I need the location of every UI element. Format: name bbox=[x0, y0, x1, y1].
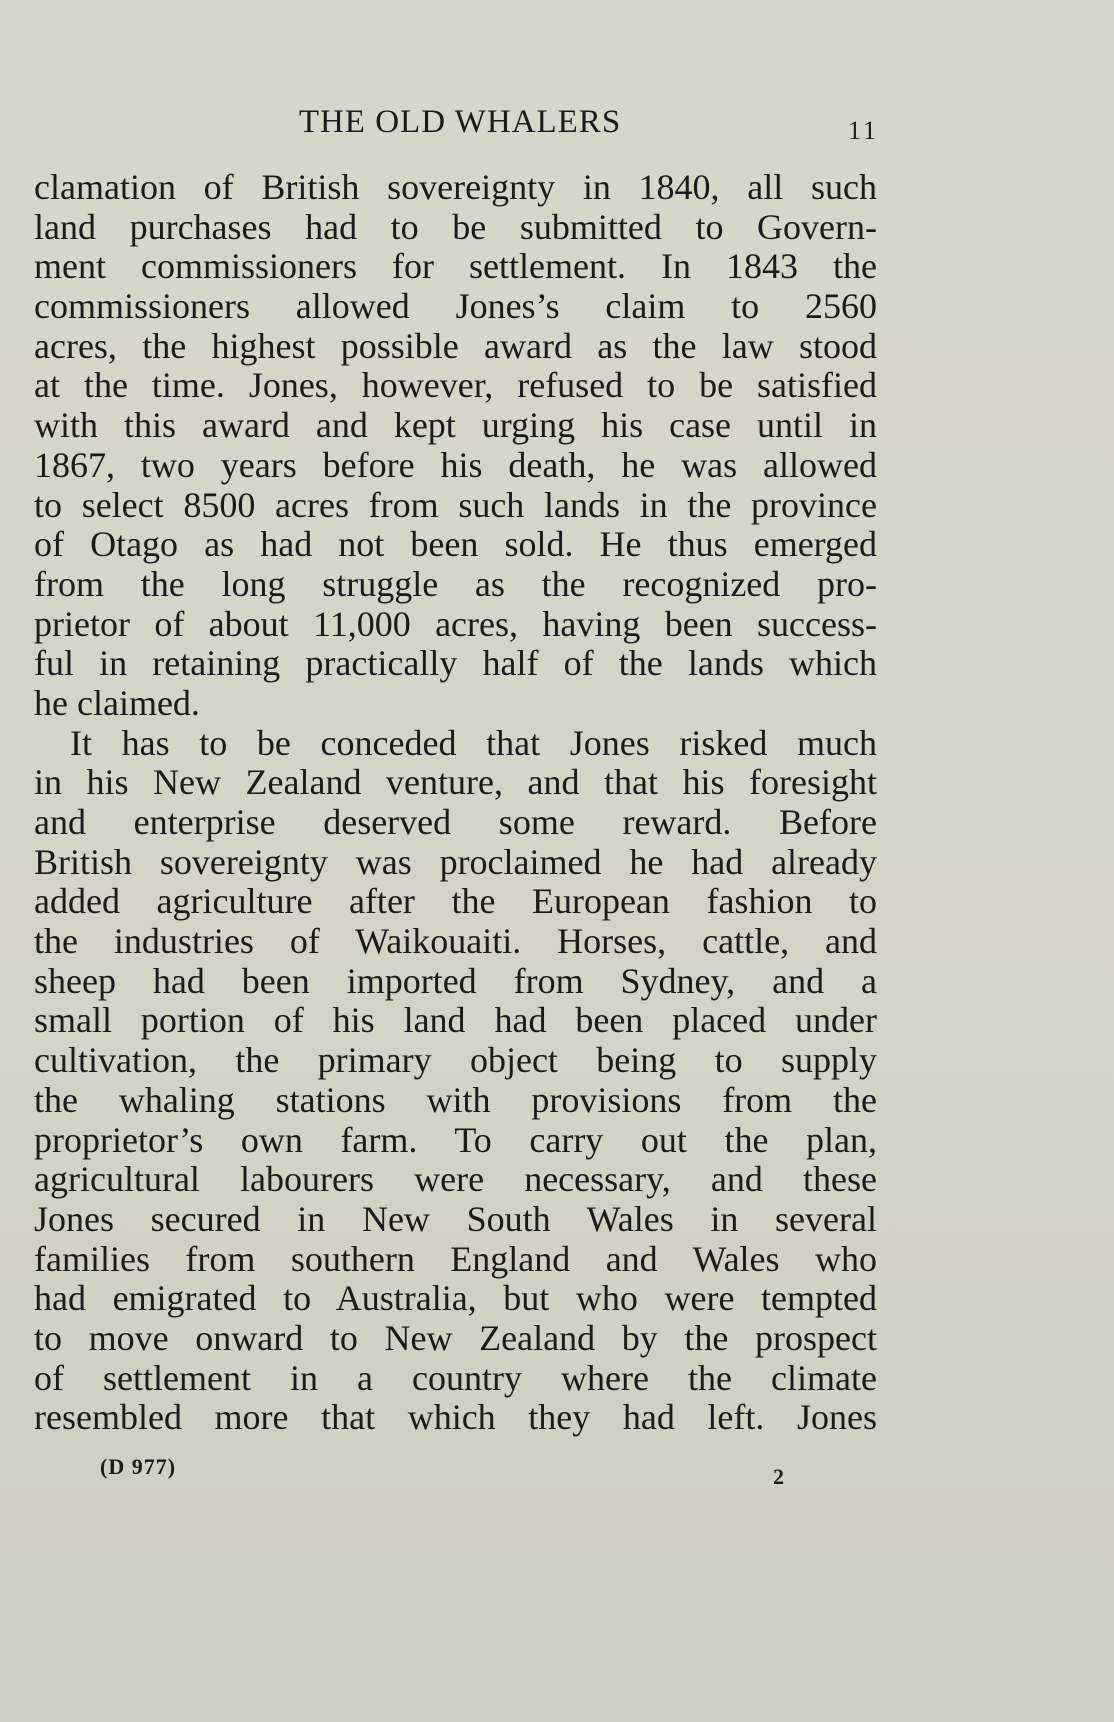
text-line: the whaling stations with provisions from the bbox=[34, 1080, 877, 1120]
text-line: small portion of his land had been placed under bbox=[34, 1001, 877, 1041]
text-line: he claimed. bbox=[34, 683, 200, 723]
text-line: had emigrated to Australia, but who were tempted bbox=[34, 1279, 877, 1319]
text-line: to select 8500 acres from such lands in the province bbox=[34, 485, 877, 525]
printer-mark: (D 977) bbox=[100, 1454, 177, 1479]
text-line: of settlement in a country where the climate bbox=[34, 1358, 877, 1398]
text-line: Jones secured in New South Wales in several bbox=[34, 1199, 877, 1239]
text-line: commissioners allowed Jones’s claim to 2560 bbox=[34, 287, 877, 327]
paragraph-2 bbox=[34, 724, 877, 1438]
text-line: ful in retaining practically half of the lands which bbox=[34, 644, 877, 684]
running-title: THE OLD WHALERS bbox=[298, 104, 622, 140]
text-line: families from southern England and Wales who bbox=[34, 1239, 877, 1279]
text-line: resembled more that which they had left. Jones bbox=[34, 1398, 877, 1438]
text-line: 1867, two years before his death, he was allowed bbox=[34, 445, 877, 485]
text-line: acres, the highest possible award as the law stood bbox=[34, 326, 877, 366]
text-line: British sovereignty was proclaimed he had already bbox=[34, 842, 877, 882]
text-line: of Otago as had not been sold. He thus emerged bbox=[34, 525, 877, 565]
paragraph-1 bbox=[34, 168, 877, 724]
text-line: proprietor’s own farm. To carry out the plan, bbox=[34, 1120, 877, 1160]
text-line: from the long struggle as the recognized pro- bbox=[34, 564, 877, 604]
text-line: in his New Zealand venture, and that his foresight bbox=[34, 763, 877, 803]
text-line: cultivation, the primary object being to supply bbox=[34, 1041, 877, 1081]
text-line: with this award and kept urging his case until in bbox=[34, 406, 877, 446]
text-line: ment commissioners for settlement. In 1843 the bbox=[34, 247, 877, 287]
text-line: at the time. Jones, however, refused to be satisfied bbox=[34, 366, 877, 406]
text-line: and enterprise deserved some reward. Before bbox=[34, 803, 877, 842]
body-text bbox=[34, 168, 877, 1438]
text-line: It has to be conceded that Jones risked much bbox=[70, 723, 877, 763]
page-number: 11 bbox=[848, 116, 880, 145]
text-line: added agriculture after the European fashion to bbox=[34, 882, 877, 922]
text-line: the industries of Waikouaiti. Horses, cattle, and bbox=[34, 922, 877, 962]
text-line: to move onward to New Zealand by the prospect bbox=[34, 1318, 877, 1358]
signature-number: 2 bbox=[773, 1464, 784, 1489]
text-line: land purchases had to be submitted to Govern- bbox=[34, 207, 877, 247]
text-line: agricultural labourers were necessary, and these bbox=[34, 1160, 877, 1200]
text-line: sheep had been imported from Sydney, and a bbox=[34, 961, 877, 1001]
text-line: prietor of about 11,000 acres, having been success- bbox=[34, 604, 877, 644]
text-line: clamation of British sovereignty in 1840, all such bbox=[34, 168, 877, 207]
running-head bbox=[0, 104, 1114, 148]
